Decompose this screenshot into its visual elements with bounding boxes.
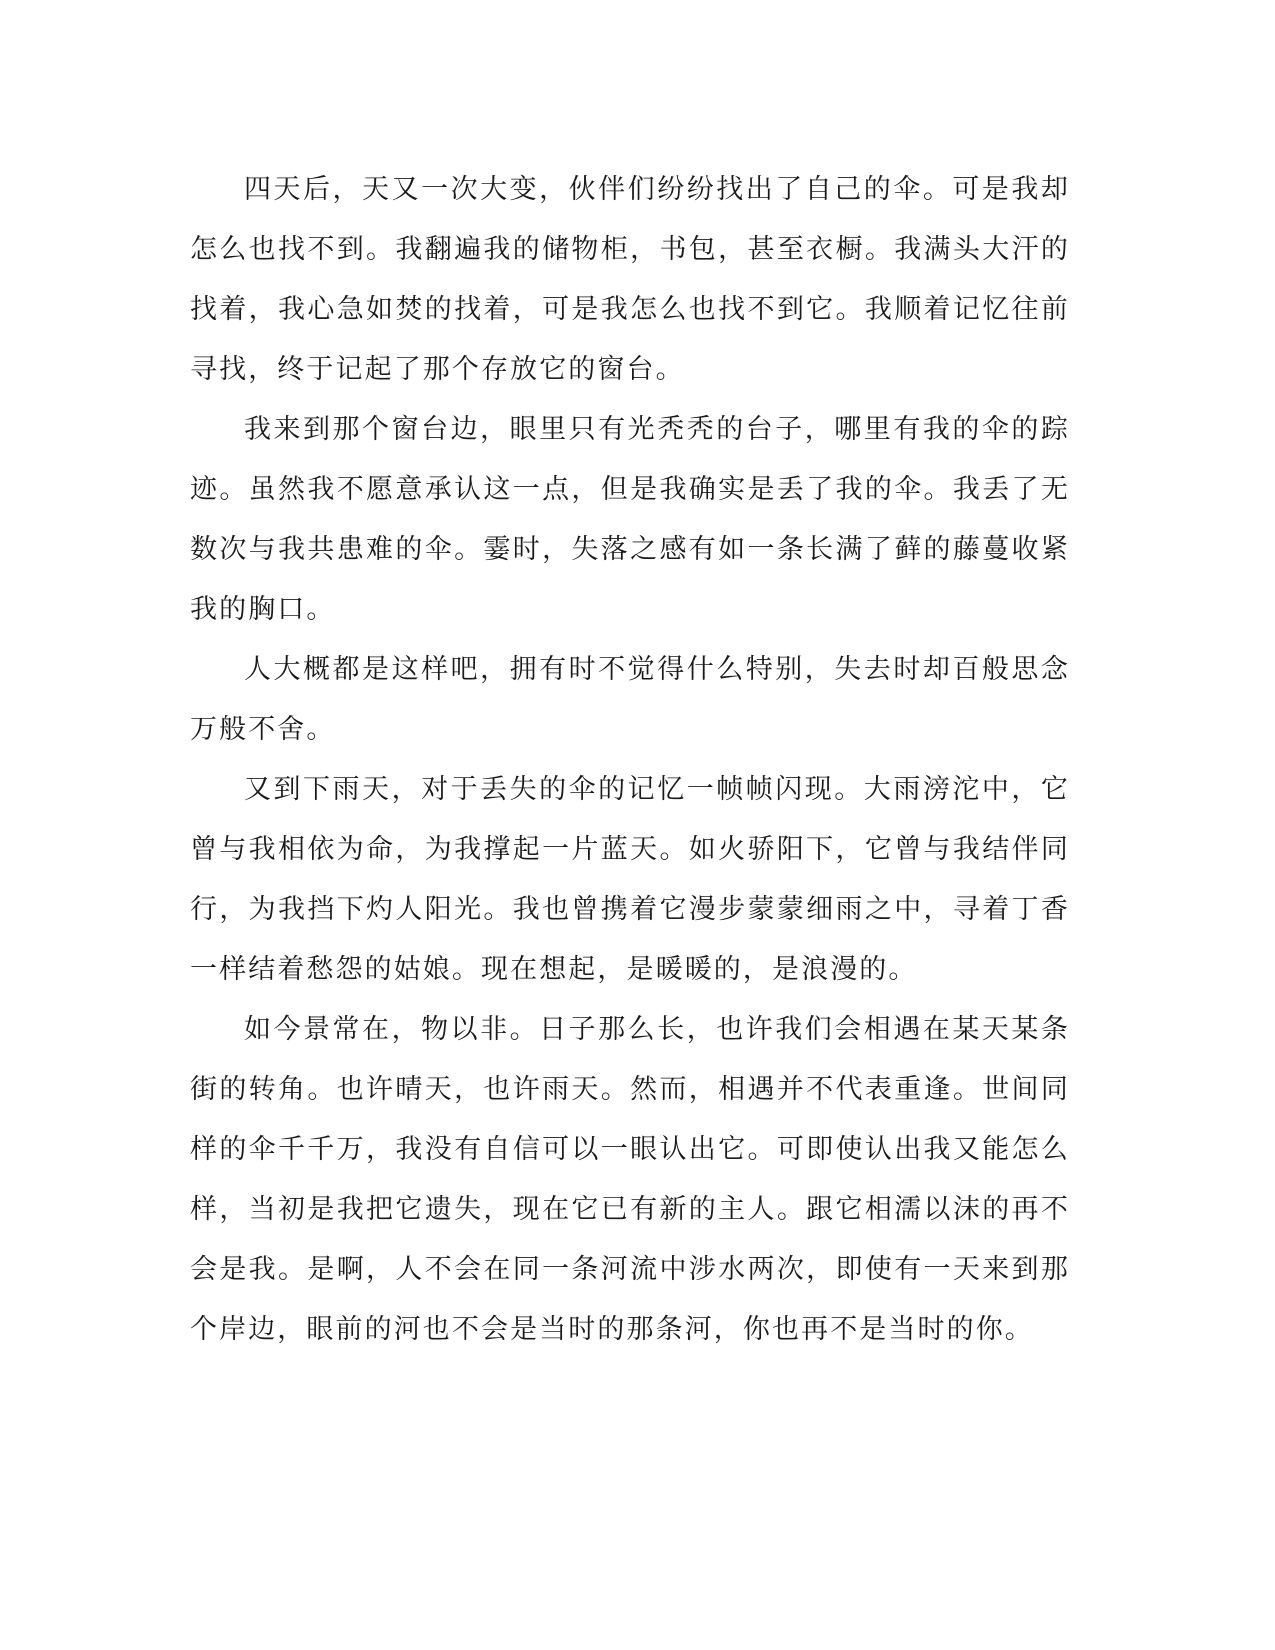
paragraph-4: 又到下雨天，对于丢失的伞的记忆一帧帧闪现。大雨滂沱中，它曾与我相依为命，为我撑起一片蓝天。如火骄阳下，它曾与我结伴同行，为我挡下灼人阳光。我也曾携着它漫步蒙蒙细雨之中，寻着丁香一样结着愁怨的姑娘。现在想起，是暖暖的，是浪漫的。 xyxy=(190,774,1070,985)
paragraph-3: 人大概都是这样吧，拥有时不觉得什么特别，失去时却百般思念万般不舍。 xyxy=(190,654,1070,745)
paragraph-2: 我来到那个窗台边，眼里只有光秃秃的台子，哪里有我的伞的踪迹。虽然我不愿意承认这一点，但是我确实是丢了我的伞。我丢了无数次与我共患难的伞。霎时，失落之感有如一条长满了藓的藤蔓收紧我的胸口。 xyxy=(190,414,1070,625)
paragraph-5: 如今景常在，物以非。日子那么长，也许我们会相遇在某天某条街的转角。也许晴天，也许雨天。然而，相遇并不代表重逢。世间同样的伞千千万，我没有自信可以一眼认出它。可即使认出我又能怎么样，当初是我把它遗失，现在它已有新的主人。跟它相濡以沫的再不会是我。是啊，人不会在同一条河流中涉水两次，即使有一天来到那个岸边，眼前的河也不会是当时的那条河，你也再不是当时的你。 xyxy=(190,1014,1070,1345)
paragraph-1: 四天后，天又一次大变，伙伴们纷纷找出了自己的伞。可是我却怎么也找不到。我翻遍我的储物柜，书包，甚至衣橱。我满头大汗的找着，我心急如焚的找着，可是我怎么也找不到它。我顺着记忆往前寻找，终于记起了那个存放它的窗台。 xyxy=(190,174,1070,385)
document-body xyxy=(190,160,1070,1360)
